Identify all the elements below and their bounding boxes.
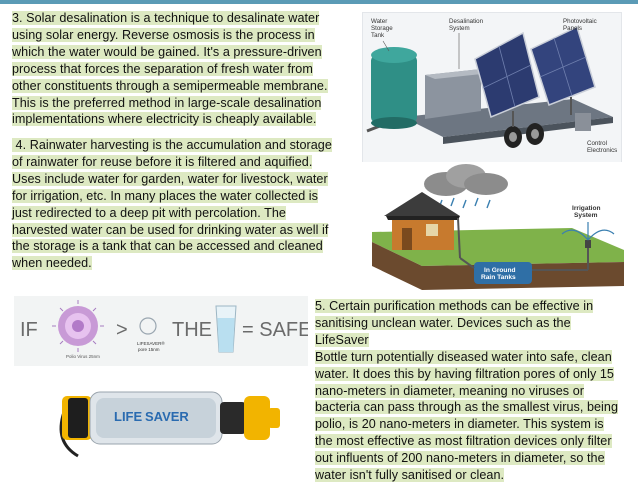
bottle-neck	[220, 402, 246, 434]
text-line: water isn't fully sanitised or clean.	[315, 468, 505, 483]
water-glass-icon	[216, 306, 236, 352]
bottle-spout	[268, 408, 280, 428]
if-text: IF	[20, 319, 38, 341]
paragraph-solar-desalination	[12, 10, 358, 128]
virus-pore-comparison-image	[14, 296, 308, 366]
text-line: process that forces the separation of fresh water from	[12, 61, 313, 76]
label-water-storage-tank: Water Storage Tank	[371, 18, 393, 39]
paragraph-rainwater-harvesting	[12, 137, 347, 272]
brand-saver: SAVER	[145, 409, 189, 424]
brand-life: LIFE	[114, 409, 143, 424]
label-desalination-system: Desalination System	[449, 18, 484, 32]
text-line: harvested water can be used for drinking water as well if	[12, 222, 329, 237]
text-line: Bottle turn potentially diseased water into safe, clean	[315, 349, 612, 364]
label-control-electronics: Control Electronics	[587, 140, 618, 154]
rainwater-harvesting-image	[362, 162, 626, 290]
house-icon	[384, 192, 460, 258]
text-line: 5. Certain purification methods can be effective in	[315, 299, 594, 313]
text-line: nano-meters in diameter, meaning no viruses or	[315, 383, 585, 398]
label-photovoltaic-panels: Photovoltaic Panels	[563, 18, 597, 32]
pore-caption: LIFESAVER® pore 15nm	[137, 341, 165, 352]
water-storage-tank	[371, 55, 417, 123]
text-line: other constituents through a semipermeable membrane.	[12, 78, 328, 93]
text-line: implementations where electricity is cheaply available.	[12, 112, 317, 127]
text-line: just redirected to a deep pit with percolation. The	[12, 205, 286, 220]
comparison-illustration	[14, 296, 308, 366]
lifesaver-bottle-image	[52, 372, 286, 462]
control-box	[575, 113, 591, 131]
bottle-illustration	[52, 372, 286, 462]
desalination-illustration	[363, 13, 621, 163]
label-in-ground-rain-tanks: In Ground Rain Tanks	[481, 267, 516, 281]
text-line: the most effective as most filtration devices only filter	[315, 434, 612, 449]
top-accent-rule	[0, 0, 638, 4]
text-line: of rainwater for reuse before it is filtered and aquified.	[12, 154, 313, 169]
text-line: using solar energy. Reverse osmosis is the process in	[12, 27, 315, 42]
text-line: polio, is 20 nano-meters in diameter. This system is	[315, 417, 604, 432]
text-line: bacteria can pass through as the smallest virus, being	[315, 400, 619, 415]
polio-virus-icon	[52, 300, 104, 352]
text-line: when needed.	[12, 256, 92, 271]
greater-than-sign: >	[116, 319, 128, 341]
solar-desalination-trailer-image	[362, 12, 622, 164]
text-line: out influents of 200 nano-meters in diameter, so the	[315, 451, 605, 466]
the-text: THE	[172, 319, 212, 341]
text-line: 3. Solar desalination is a technique to desalinate water	[12, 11, 320, 25]
text-line: which the water would be gained. It's a pressure-driven	[12, 44, 322, 59]
polio-caption: Polio Virus 25nm	[66, 354, 100, 359]
text-line: for irrigation, etc. In many places the water collected is	[12, 188, 318, 203]
label-irrigation-system: Irrigation System	[572, 205, 601, 219]
text-line: the storage is a tank that can be accessed and cleaned	[12, 239, 323, 254]
filter-pore-icon	[140, 318, 156, 334]
equals-safe-text: = SAFE	[242, 319, 308, 341]
text-line: water. It does this by having filtration pores of only 15	[315, 366, 614, 381]
text-line: sanitising unclean water. Devices such as the LifeSaver	[315, 315, 571, 347]
rainwater-illustration	[362, 162, 626, 290]
text-line: 4. Rainwater harvesting is the accumulation and storage	[12, 138, 332, 152]
paragraph-purification-methods	[315, 298, 622, 484]
text-line: This is the preferred method in large-scale desalination	[12, 95, 322, 110]
text-line: Uses include water for garden, water for livestock, water	[12, 171, 328, 186]
bottle-top-cap	[244, 396, 270, 440]
